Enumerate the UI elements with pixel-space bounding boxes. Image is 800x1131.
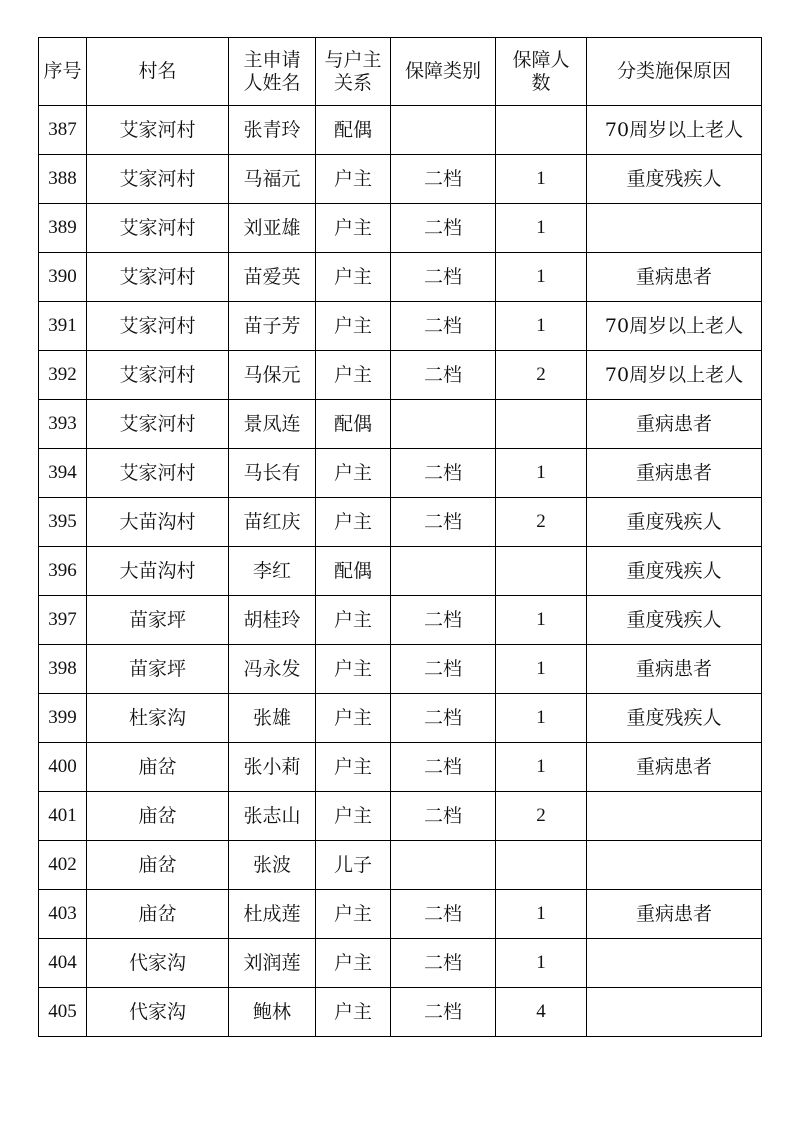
- cell-count: [496, 547, 587, 596]
- cell-relation: 配偶: [316, 400, 391, 449]
- table-row: [39, 694, 762, 743]
- cell-no: 396: [39, 547, 87, 596]
- cell-village: 艾家河村: [87, 155, 229, 204]
- cell-applicant-name: 景凤连: [229, 400, 316, 449]
- header-applicant: 主申请 人姓名: [229, 38, 316, 106]
- cell-village: 杜家沟: [87, 694, 229, 743]
- table-row: [39, 302, 762, 351]
- cell-village: 庙岔: [87, 890, 229, 939]
- header-row: [39, 38, 762, 106]
- cell-relation: 户主: [316, 253, 391, 302]
- cell-reason: 重度残疾人: [587, 596, 762, 645]
- cell-count: 1: [496, 890, 587, 939]
- cell-category: 二档: [391, 988, 496, 1037]
- cell-village: 代家沟: [87, 939, 229, 988]
- cell-applicant-name: 张雄: [229, 694, 316, 743]
- cell-applicant-name: 苗爱英: [229, 253, 316, 302]
- cell-no: 397: [39, 596, 87, 645]
- cell-count: 1: [496, 939, 587, 988]
- cell-reason: [587, 792, 762, 841]
- cell-category: 二档: [391, 204, 496, 253]
- cell-village: 苗家坪: [87, 645, 229, 694]
- cell-category: 二档: [391, 596, 496, 645]
- cell-reason: 70周岁以上老人: [587, 351, 762, 400]
- cell-village: 庙岔: [87, 792, 229, 841]
- cell-village: 艾家河村: [87, 400, 229, 449]
- assistance-roster-table: [38, 37, 762, 1037]
- cell-applicant-name: 冯永发: [229, 645, 316, 694]
- roster-body: [39, 106, 762, 1037]
- cell-applicant-name: 马福元: [229, 155, 316, 204]
- cell-reason: 重病患者: [587, 400, 762, 449]
- cell-relation: 户主: [316, 351, 391, 400]
- cell-applicant-name: 鲍林: [229, 988, 316, 1037]
- cell-category: 二档: [391, 792, 496, 841]
- cell-village: 艾家河村: [87, 449, 229, 498]
- cell-applicant-name: 张波: [229, 841, 316, 890]
- cell-count: 1: [496, 253, 587, 302]
- cell-relation: 户主: [316, 988, 391, 1037]
- cell-reason: [587, 841, 762, 890]
- cell-applicant-name: 刘亚雄: [229, 204, 316, 253]
- cell-category: 二档: [391, 645, 496, 694]
- cell-no: 405: [39, 988, 87, 1037]
- cell-no: 400: [39, 743, 87, 792]
- cell-reason: 重病患者: [587, 449, 762, 498]
- cell-reason: 重病患者: [587, 645, 762, 694]
- cell-no: 392: [39, 351, 87, 400]
- cell-count: 1: [496, 596, 587, 645]
- cell-reason: 重病患者: [587, 743, 762, 792]
- cell-count: 1: [496, 743, 587, 792]
- cell-category: 二档: [391, 890, 496, 939]
- cell-count: 1: [496, 155, 587, 204]
- cell-no: 394: [39, 449, 87, 498]
- cell-village: 庙岔: [87, 841, 229, 890]
- cell-category: 二档: [391, 694, 496, 743]
- cell-category: [391, 547, 496, 596]
- cell-reason: 重病患者: [587, 890, 762, 939]
- table-row: [39, 596, 762, 645]
- cell-relation: 户主: [316, 498, 391, 547]
- cell-category: 二档: [391, 351, 496, 400]
- header-relation: 与户主 关系: [316, 38, 391, 106]
- cell-no: 402: [39, 841, 87, 890]
- cell-applicant-name: 张小莉: [229, 743, 316, 792]
- cell-applicant-name: 张青玲: [229, 106, 316, 155]
- cell-reason: 70周岁以上老人: [587, 302, 762, 351]
- table-row: [39, 498, 762, 547]
- cell-count: 1: [496, 645, 587, 694]
- cell-applicant-name: 马长有: [229, 449, 316, 498]
- cell-category: 二档: [391, 743, 496, 792]
- table-row: [39, 400, 762, 449]
- cell-village: 艾家河村: [87, 106, 229, 155]
- table-row: [39, 204, 762, 253]
- cell-no: 395: [39, 498, 87, 547]
- table-row: [39, 351, 762, 400]
- cell-reason: 重度残疾人: [587, 498, 762, 547]
- cell-category: [391, 841, 496, 890]
- cell-category: 二档: [391, 449, 496, 498]
- cell-relation: 户主: [316, 890, 391, 939]
- header-reason: 分类施保原因: [587, 38, 762, 106]
- cell-applicant-name: 刘润莲: [229, 939, 316, 988]
- cell-relation: 户主: [316, 743, 391, 792]
- cell-category: 二档: [391, 498, 496, 547]
- cell-count: 1: [496, 449, 587, 498]
- cell-category: [391, 106, 496, 155]
- cell-reason: 重病患者: [587, 253, 762, 302]
- cell-count: 1: [496, 694, 587, 743]
- cell-count: 2: [496, 792, 587, 841]
- cell-relation: 户主: [316, 204, 391, 253]
- cell-reason: 重度残疾人: [587, 694, 762, 743]
- cell-village: 庙岔: [87, 743, 229, 792]
- cell-no: 398: [39, 645, 87, 694]
- cell-category: 二档: [391, 253, 496, 302]
- cell-reason: [587, 939, 762, 988]
- cell-category: 二档: [391, 155, 496, 204]
- cell-category: 二档: [391, 302, 496, 351]
- cell-village: 艾家河村: [87, 253, 229, 302]
- cell-count: 1: [496, 204, 587, 253]
- table-row: [39, 890, 762, 939]
- header-count: 保障人 数: [496, 38, 587, 106]
- cell-relation: 户主: [316, 155, 391, 204]
- cell-village: 艾家河村: [87, 204, 229, 253]
- table-row: [39, 645, 762, 694]
- table-row: [39, 939, 762, 988]
- cell-reason: 重度残疾人: [587, 155, 762, 204]
- cell-applicant-name: 马保元: [229, 351, 316, 400]
- cell-count: [496, 106, 587, 155]
- cell-no: 401: [39, 792, 87, 841]
- cell-reason: 70周岁以上老人: [587, 106, 762, 155]
- cell-relation: 户主: [316, 302, 391, 351]
- cell-count: [496, 841, 587, 890]
- cell-count: 4: [496, 988, 587, 1037]
- cell-relation: 户主: [316, 939, 391, 988]
- cell-count: 1: [496, 302, 587, 351]
- cell-relation: 配偶: [316, 106, 391, 155]
- cell-reason: 重度残疾人: [587, 547, 762, 596]
- table-row: [39, 988, 762, 1037]
- header-category: 保障类别: [391, 38, 496, 106]
- cell-no: 404: [39, 939, 87, 988]
- cell-applicant-name: 李红: [229, 547, 316, 596]
- table-row: [39, 449, 762, 498]
- cell-village: 艾家河村: [87, 302, 229, 351]
- cell-count: 2: [496, 498, 587, 547]
- cell-reason: [587, 988, 762, 1037]
- table-row: [39, 547, 762, 596]
- table-row: [39, 841, 762, 890]
- cell-no: 403: [39, 890, 87, 939]
- cell-relation: 户主: [316, 694, 391, 743]
- cell-relation: 儿子: [316, 841, 391, 890]
- cell-count: [496, 400, 587, 449]
- cell-relation: 户主: [316, 596, 391, 645]
- cell-village: 大苗沟村: [87, 547, 229, 596]
- cell-village: 苗家坪: [87, 596, 229, 645]
- cell-relation: 户主: [316, 449, 391, 498]
- cell-relation: 配偶: [316, 547, 391, 596]
- cell-no: 387: [39, 106, 87, 155]
- cell-applicant-name: 苗子芳: [229, 302, 316, 351]
- cell-no: 391: [39, 302, 87, 351]
- cell-applicant-name: 胡桂玲: [229, 596, 316, 645]
- cell-no: 390: [39, 253, 87, 302]
- cell-no: 393: [39, 400, 87, 449]
- cell-village: 大苗沟村: [87, 498, 229, 547]
- table-row: [39, 792, 762, 841]
- cell-village: 艾家河村: [87, 351, 229, 400]
- cell-applicant-name: 杜成莲: [229, 890, 316, 939]
- header-no: 序号: [39, 38, 87, 106]
- cell-applicant-name: 苗红庆: [229, 498, 316, 547]
- table-row: [39, 253, 762, 302]
- table-row: [39, 743, 762, 792]
- cell-village: 代家沟: [87, 988, 229, 1037]
- cell-count: 2: [496, 351, 587, 400]
- cell-category: [391, 400, 496, 449]
- cell-category: 二档: [391, 939, 496, 988]
- table-row: [39, 106, 762, 155]
- cell-no: 399: [39, 694, 87, 743]
- cell-relation: 户主: [316, 792, 391, 841]
- table-row: [39, 155, 762, 204]
- cell-reason: [587, 204, 762, 253]
- cell-relation: 户主: [316, 645, 391, 694]
- cell-no: 388: [39, 155, 87, 204]
- cell-no: 389: [39, 204, 87, 253]
- header-village: 村名: [87, 38, 229, 106]
- cell-applicant-name: 张志山: [229, 792, 316, 841]
